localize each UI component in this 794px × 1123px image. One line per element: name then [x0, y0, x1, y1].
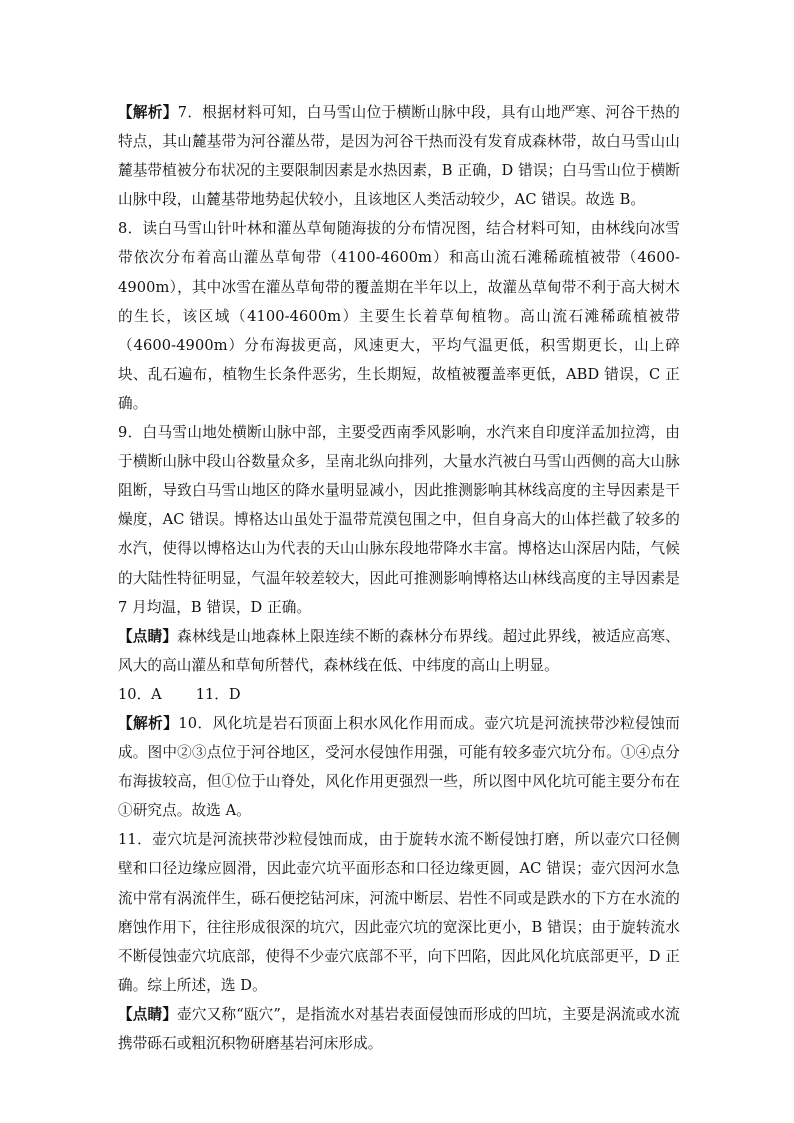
paragraph-8 — [118, 214, 680, 418]
tip-tag: 【点睛】 — [118, 1005, 178, 1023]
paragraph-analysis-7 — [118, 98, 680, 214]
tip-tag: 【点睛】 — [118, 627, 178, 645]
paragraph-tip-1 — [118, 622, 680, 680]
paragraph-text: 森林线是山地森林上限连续不断的森林分布界线。超过此界线，被适应高寒、风大的高山灌丛和草甸所替代，森林线在低、中纬度的高山上明显。 — [118, 627, 680, 674]
answer-11: 11．D — [195, 685, 241, 703]
paragraph-text: 9．白马雪山地处横断山脉中部，主要受西南季风影响，水汽来自印度洋孟加拉湾，由于横断山脉中段山谷数量众多，呈南北纵向排列，大量水汽被白马雪山西侧的高大山脉阻断，导致白马雪山地区的降水量明显减小，因此推测影响其林线高度的主导因素是干燥度，AC 错误。博格达山虽处于温带荒漠包围之中，但自身高大的山体拦截了较多的水汽，使得以博格达山为代表的天山山脉东段地带降水丰富。博格达山深居内陆，气候的大陆性特征明显，气温年较差较大，因此可推测影响博格达山林线高度的主导因素是 7 月均温，B 错误，D 正确。 — [118, 424, 680, 616]
paragraph-text: 10．风化坑是岩石顶面上积水风化作用而成。壶穴坑是河流挟带沙粒侵蚀而成。图中②③点位于河谷地区，受河水侵蚀作用强，可能有较多壶穴坑分布。①④点分布海拔较高，但①位于山脊处，风化作用更强烈一些，所以图中风化坑可能主要分布在①研究点。故选 A。 — [118, 714, 680, 820]
paragraph-text: 8．读白马雪山针叶林和灌丛草甸随海拔的分布情况图，结合材料可知，由林线向冰雪带依次分布着高山灌丛草甸带（4100-4600m）和高山流石滩稀疏植被带（4600-4900m），其中冰雪在灌丛草甸带的覆盖期在半年以上，故灌丛草甸带不利于高大树木的生长，该区域（4100-4600m）主要生长着草甸植物。高山流石滩稀疏植被带（4600-4900m）分布海拔更高，风速更大，平均气温更低，积雪期更长，山上碎块、乱石遍布，植物生长条件恶劣，生长期短，故植被覆盖率更低，ABD 错误，C 正确。 — [118, 220, 680, 412]
paragraph-text: 壶穴又称“瓯穴”，是指流水对基岩表面侵蚀而形成的凹坑，主要是涡流或水流携带砾石或粗沉积物研磨基岩河床形成。 — [118, 1005, 680, 1052]
analysis-tag: 【解析】 — [118, 714, 179, 732]
answers-line — [118, 680, 680, 709]
paragraph-text: 11．壶穴坑是河流挟带沙粒侵蚀而成，由于旋转水流不断侵蚀打磨，所以壶穴口径侧壁和口径边缘应圆滑，因此壶穴坑平面形态和口径边缘更圆，AC 错误；壶穴因河水急流中常有涡流伴生，砾石便挖钻河床，河流中断层、岩性不同或是跌水的下方在水流的磨蚀作用下，往往形成很深的坑穴，因此壶穴坑的宽深比更小，B 错误；由于旋转流水不断侵蚀壶穴坑底部，使得不少壶穴底部不平，向下凹陷，因此风化坑底部更平，D 正确。综上所述，选 D。 — [118, 831, 680, 994]
answer-10: 10．A — [118, 685, 162, 703]
paragraph-analysis-10 — [118, 709, 680, 825]
paragraph-9 — [118, 418, 680, 622]
paragraph-tip-2 — [118, 1000, 680, 1058]
document-body — [118, 98, 680, 1058]
paragraph-text: 7．根据材料可知，白马雪山位于横断山脉中段，具有山地严寒、河谷干热的特点，其山麓基带为河谷灌丛带，是因为河谷干热而没有发育成森林带，故白马雪山山麓基带植被分布状况的主要限制因素是水热因素，B 正确，D 错误；白马雪山位于横断山脉中段，山麓基带地势起伏较小，且该地区人类活动较少，AC 错误。故选 B。 — [118, 104, 680, 209]
analysis-tag: 【解析】 — [118, 104, 178, 121]
paragraph-11 — [118, 825, 680, 1000]
